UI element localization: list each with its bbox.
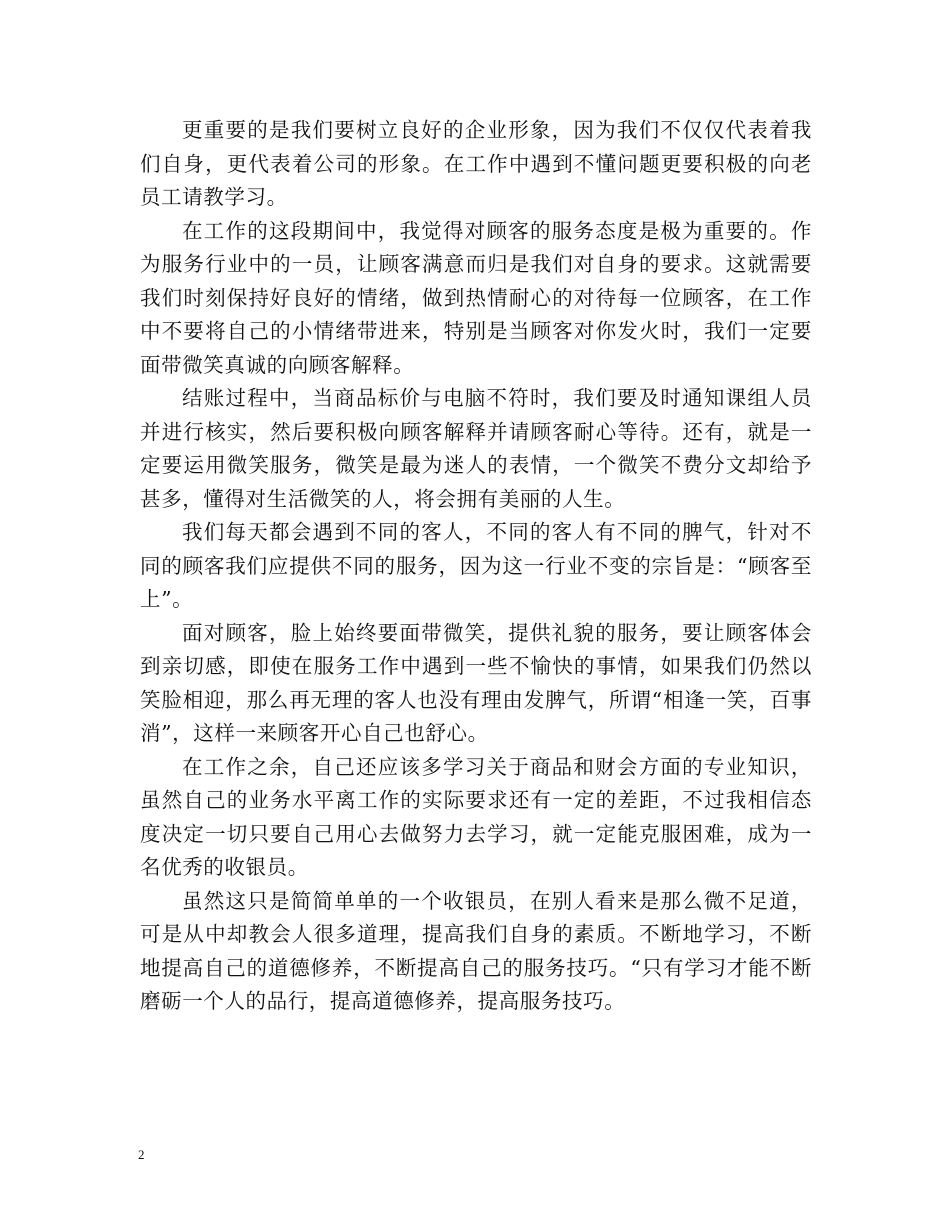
document-body: [140, 114, 812, 1019]
paragraph-3: 结账过程中，当商品标价与电脑不符时，我们要及时通知课组人员并进行核实，然后要积极向顾客解释并请顾客耐心等待。还有，就是一定要运用微笑服务，微笑是最为迷人的表情，一个微笑不费分文却给予甚多，懂得对生活微笑的人，将会拥有美丽的人生。: [140, 386, 812, 511]
paragraph-4: 我们每天都会遇到不同的客人，不同的客人有不同的脾气，针对不同的顾客我们应提供不同的服务，因为这一行业不变的宗旨是：“顾客至上”。: [140, 520, 812, 611]
paragraph-6: 在工作之余，自己还应该多学习关于商品和财会方面的专业知识，虽然自己的业务水平离工作的实际要求还有一定的差距，不过我相信态度决定一切只要自己用心去做努力去学习，就一定能克服困难，成为一名优秀的收银员。: [140, 754, 812, 879]
paragraph-5: 面对顾客，脸上始终要面带微笑，提供礼貌的服务，要让顾客体会到亲切感，即使在服务工作中遇到一些不愉快的事情，如果我们仍然以笑脸相迎，那么再无理的客人也没有理由发脾气，所谓“相逢一笑，百事消”，这样一来顾客开心自己也舒心。: [140, 620, 812, 745]
page-number: 2: [138, 1147, 145, 1162]
paragraph-1: 更重要的是我们要树立良好的企业形象，因为我们不仅仅代表着我们自身，更代表着公司的形象。在工作中遇到不懂问题更要积极的向老员工请教学习。: [140, 118, 812, 209]
paragraph-7: 虽然这只是简简单单的一个收银员，在别人看来是那么微不足道，可是从中却教会人很多道理，提高我们自身的素质。不断地学习，不断地提高自己的道德修养，不断提高自己的服务技巧。“只有学习才能不断磨砺一个人的品行，提高道德修养，提高服务技巧。: [140, 888, 812, 1013]
paragraph-2: 在工作的这段期间中，我觉得对顾客的服务态度是极为重要的。作为服务行业中的一员，让顾客满意而归是我们对自身的要求。这就需要我们时刻保持好良好的情绪，做到热情耐心的对待每一位顾客，在工作中不要将自己的小情绪带进来，特别是当顾客对你发火时，我们一定要面带微笑真诚的向顾客解释。: [140, 218, 812, 377]
